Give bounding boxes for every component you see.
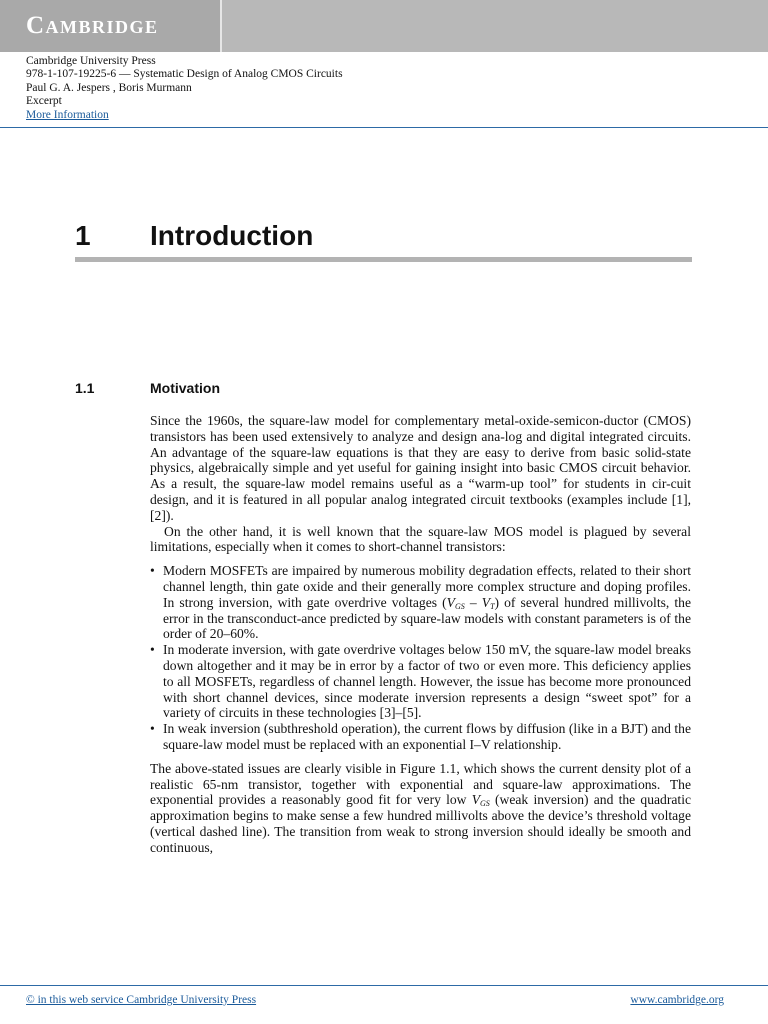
more-information-link[interactable]: More Information: [26, 108, 109, 121]
paragraph-1: Since the 1960s, the square-law model for complementary metal-oxide-semicon-ductor (CMOS) transistors has been used extensively to analyze and design ana-log and digital integrated circuits. An advantage of the square-law equations is that they are easy to derive from basic solid-state physics, algebraically simple and yet useful for gaining insight into basic CMOS circuit behavior. As a result, the square-law model remains useful as a “warm-up tool” for students in cir-cuit design, and it is featured in all popular analog integrated circuit textbooks (examples include [1], [2]).: [150, 413, 691, 523]
list-item: • In moderate inversion, with gate overdrive voltages below 150 mV, the square-law model breaks down altogether and it may be in error by a factor of two or even more. This deficiency applies to all MOSFETs, regardless of channel length. However, the issue has become more pronounced with short channel devices, since moderate inversion represents a design “sweet spot” for a variety of circuits in these technologies [3]–[5].: [150, 642, 691, 721]
copyright-link[interactable]: © in this web service Cambridge University Press: [26, 994, 257, 1006]
list-item: • In weak inversion (subthreshold operation), the current flows by diffusion (like in a BJT) and the square-law model must be replaced with an exponential I–V relationship.: [150, 721, 691, 752]
limitations-list: [150, 563, 691, 753]
body-text: [150, 413, 691, 856]
section-title: Motivation: [150, 380, 220, 396]
website-link[interactable]: www.cambridge.org: [630, 994, 724, 1006]
bullet-icon: •: [150, 563, 155, 579]
header-divider: [0, 127, 768, 128]
footer-divider: [0, 985, 768, 986]
isbn-title: 978-1-107-19225-6 — Systematic Design of Analog CMOS Circuits: [26, 68, 343, 81]
list-item: • Modern MOSFETs are impaired by numerous mobility degradation effects, related to their short channel length, thin gate oxide and their generally more complex structure and doping profiles. In strong inversion, with gate overdrive voltages $(V_{GS} - V_T)$ of several hundred millivolts, the error in the transconduct-ance predicted by square-law models with constant parameters is of the order of 20–60%.: [150, 563, 691, 642]
publisher: Cambridge University Press: [26, 55, 156, 67]
paragraph-2: On the other hand, it is well known that the square-law MOS model is plagued by several limitations, especially when it comes to short-channel transistors:: [150, 523, 691, 555]
chapter-title: Introduction: [150, 220, 314, 251]
book-metadata: [26, 55, 343, 122]
cambridge-logo[interactable]: [0, 0, 222, 52]
bullet-icon: •: [150, 642, 155, 658]
excerpt-label: Excerpt: [26, 95, 62, 108]
logo-text: Cambridge: [26, 12, 159, 39]
chapter-rule: [75, 257, 692, 262]
authors: Paul G. A. Jespers , Boris Murmann: [26, 81, 192, 94]
chapter-number: 1: [75, 220, 91, 251]
paragraph-3: The above-stated issues are clearly visible in Figure 1.1, which shows the current density plot of a realistic 65-nm transistor, together with exponential and square-law approximations. The exponential provides a reasonably good fit for very low $V_{GS}$ (weak inversion) and the quadratic approximation begins to make sense a few hundred millivolts above the device’s threshold voltage (vertical dashed line). The transition from weak to strong inversion should ideally be smooth and continuous,: [150, 760, 691, 855]
bullet-icon: •: [150, 721, 155, 737]
section-number: 1.1: [75, 380, 95, 396]
